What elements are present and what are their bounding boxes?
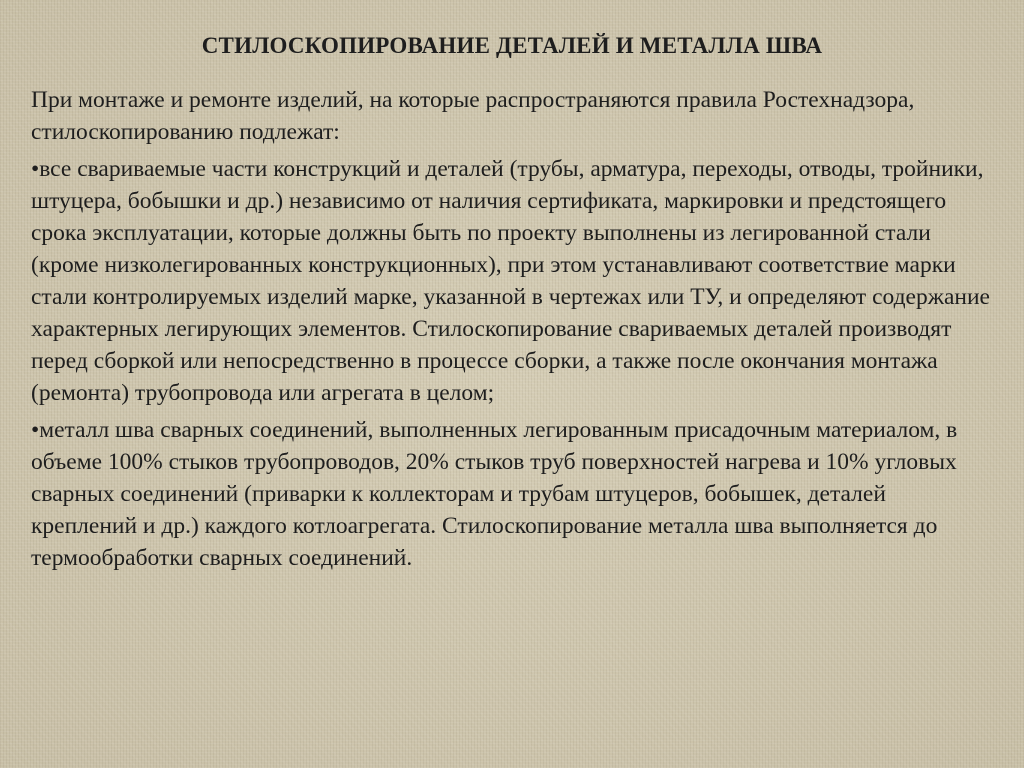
slide-title: СТИЛОСКОПИРОВАНИЕ ДЕТАЛЕЙ И МЕТАЛЛА ШВА — [201, 33, 823, 58]
bullet-item-weld-metal: •металл шва сварных соединений, выполненных легированным присадочным материалом, в объеме 100% стыков трубопроводов, 20% стыков труб поверхностей нагрева и 10% угловых сварных соединений (приварки к коллекторам и трубам штуцеров, бобышек, деталей креплений и др.) каждого котлоагрегата. Стилоскопирование металла шва выполняется до термообработки сварных соединений. — [31, 417, 958, 571]
slide-body — [31, 84, 993, 579]
intro-paragraph: При монтаже и ремонте изделий, на которые распространяются правила Ростехнадзора, стилоскопированию подлежат: — [31, 87, 915, 145]
bullet-item-parts: •все свариваемые части конструкций и деталей (трубы, арматура, переходы, отводы, тройники, штуцера, бобышки и др.) независимо от наличия сертификата, маркировки и предстоящего срока эксплуатации, которые должны быть по проекту выполнены из легированной стали (кроме низколегированных конструкционных), при этом устанавливают соответствие марки стали контролируемых изделий марке, указанной в чертежах или ТУ, и определяют содержание характерных легирующих элементов. Стилоскопирование свариваемых деталей производят перед сборкой или непосредственно в процессе сборки, а также после окончания монтажа (ремонта) трубопровода или агрегата в целом; — [31, 156, 990, 406]
